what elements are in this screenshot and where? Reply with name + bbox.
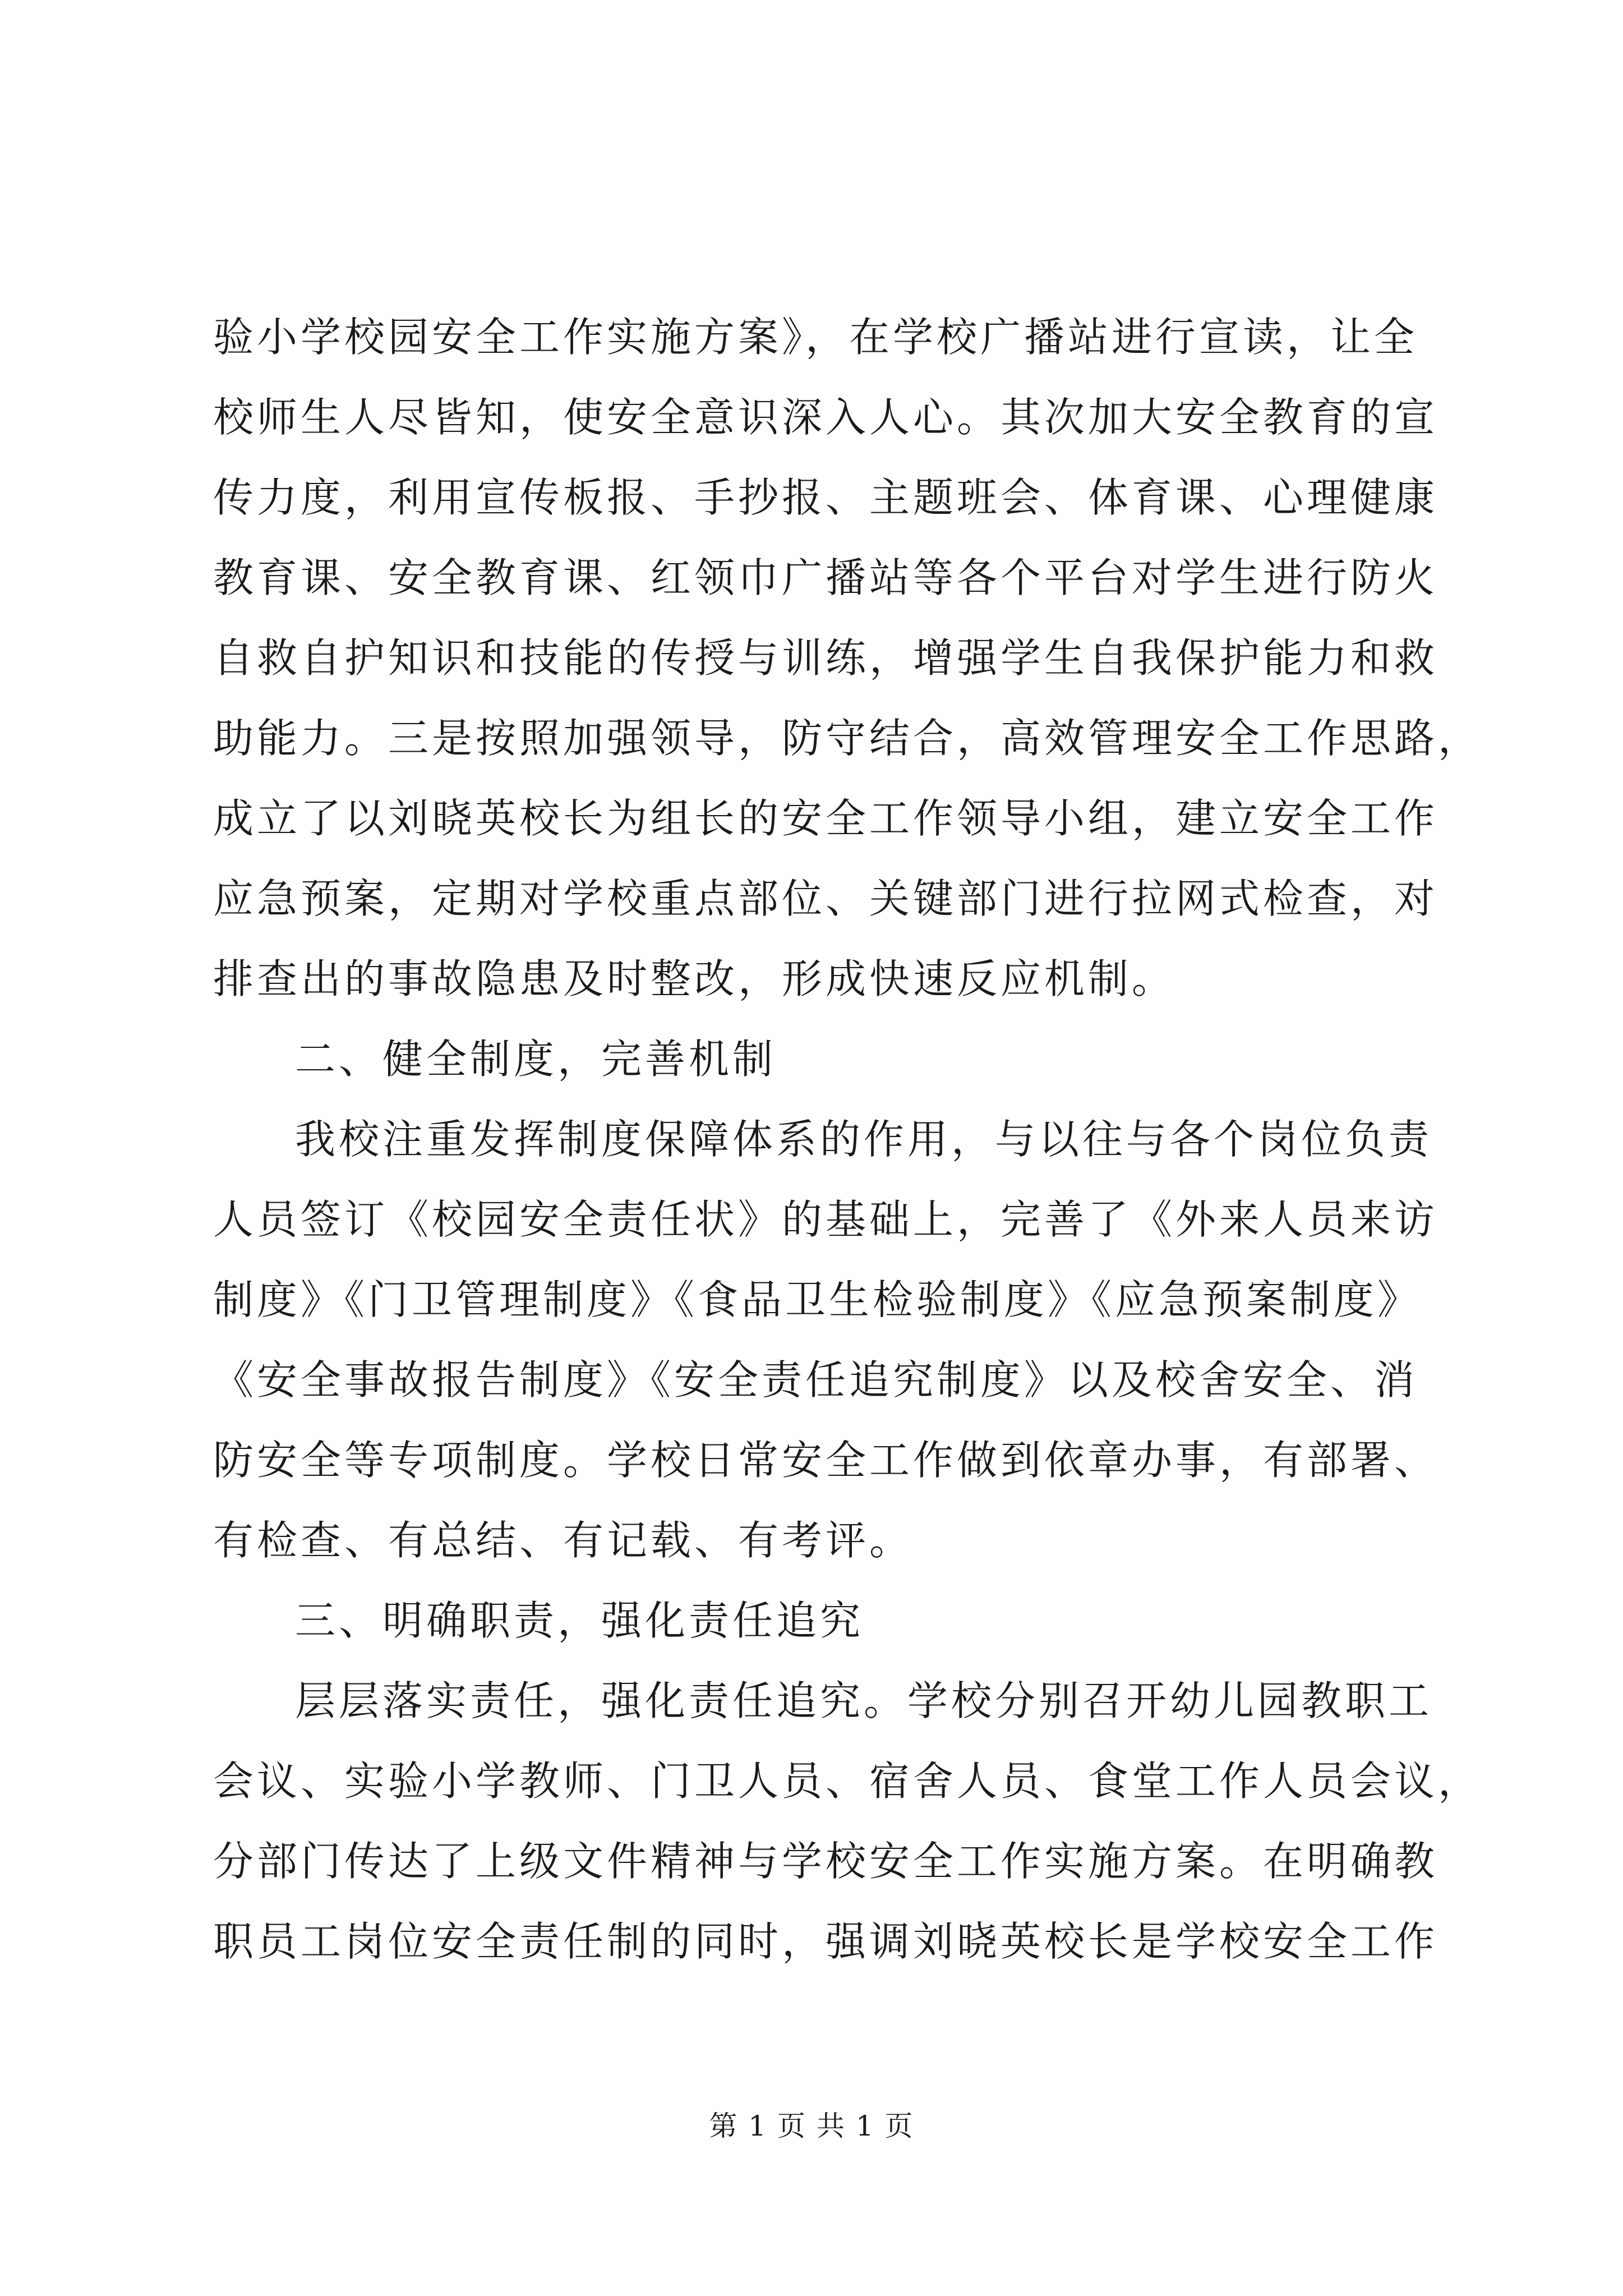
body-line: 有检查、有总结、有记载、有考评。	[213, 1517, 914, 1564]
body-line: 验小学校园安全工作实施方案》，在学校广播站进行宣读，让全	[213, 314, 1418, 361]
body-line: 校师生人尽皆知，使安全意识深入人心。其次加大安全教育的宣	[213, 394, 1438, 441]
body-line: 教育课、安全教育课、红领巾广播站等各个平台对学生进行防火	[213, 554, 1438, 601]
body-line: 制度》《门卫管理制度》《食品卫生检验制度》《应急预案制度》	[213, 1276, 1422, 1323]
body-line: 防安全等专项制度。学校日常安全工作做到依章办事，有部署、	[213, 1437, 1438, 1484]
paragraph-first-line: 层层落实责任，强化责任追究。学校分别召开幼儿园教职工	[295, 1677, 1433, 1724]
page-footer: 第 1 页 共 1 页	[709, 2110, 914, 2142]
body-line: 人员签订《校园安全责任状》的基础上，完善了《外来人员来访	[213, 1196, 1438, 1243]
paragraph-first-line: 我校注重发挥制度保障体系的作用，与以往与各个岗位负责	[295, 1116, 1433, 1163]
section-heading: 二、健全制度，完善机制	[295, 1036, 777, 1083]
body-line: 自救自护知识和技能的传授与训练，增强学生自我保护能力和救	[213, 634, 1438, 682]
body-line: 应急预案，定期对学校重点部位、关键部门进行拉网式检查，对	[213, 875, 1438, 922]
body-line: 会议、实验小学教师、门卫人员、宿舍人员、食堂工作人员会议，	[213, 1757, 1482, 1805]
body-line: 传力度，利用宣传板报、手抄报、主题班会、体育课、心理健康	[213, 474, 1438, 521]
body-line: 分部门传达了上级文件精神与学校安全工作实施方案。在明确教	[213, 1838, 1438, 1885]
body-line: 排查出的事故隐患及时整改，形成快速反应机制。	[213, 955, 1176, 1002]
section-heading: 三、明确职责，强化责任追究	[295, 1597, 864, 1644]
body-line: 职员工岗位安全责任制的同时，强调刘晓英校长是学校安全工作	[213, 1918, 1438, 1965]
document-body	[213, 297, 1482, 1982]
body-line: 《安全事故报告制度》《安全责任追究制度》以及校舍安全、消	[213, 1356, 1418, 1404]
body-line: 成立了以刘晓英校长为组长的安全工作领导小组，建立安全工作	[213, 795, 1438, 842]
body-line: 助能力。三是按照加强领导，防守结合，高效管理安全工作思路，	[213, 715, 1482, 762]
